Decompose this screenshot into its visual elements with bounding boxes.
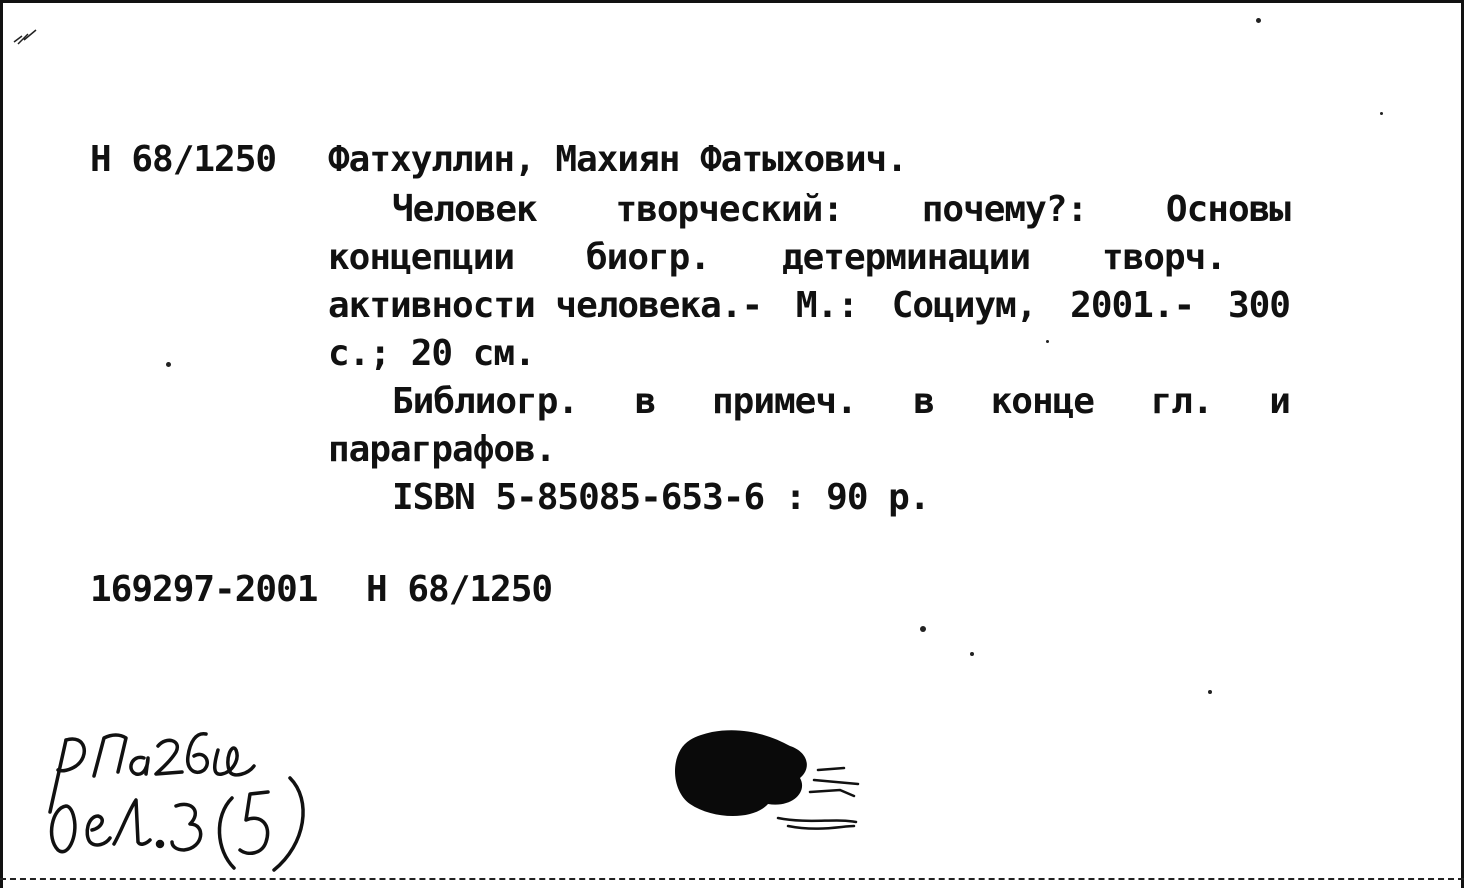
corner-scribble-mark bbox=[10, 26, 40, 48]
title-word: почему?: bbox=[921, 189, 1088, 230]
title-word: активности человека.- bbox=[328, 285, 763, 326]
card-top-edge bbox=[0, 0, 1464, 3]
handwritten-shelf-note bbox=[36, 720, 336, 880]
title-word: 2001.- bbox=[1070, 285, 1195, 326]
inventory-call-number: Н 68/1250 bbox=[366, 569, 553, 610]
call-number: Н 68/1250 bbox=[90, 139, 277, 180]
note-word: и bbox=[1269, 381, 1290, 422]
scan-speck bbox=[1208, 690, 1212, 694]
title-word: творч. bbox=[1101, 237, 1226, 278]
note-word: конце bbox=[990, 381, 1094, 422]
scan-speck bbox=[1380, 112, 1383, 115]
title-line-2 bbox=[328, 234, 1226, 282]
note-word: в bbox=[634, 381, 656, 422]
title-word: концепции bbox=[328, 237, 515, 278]
scan-speck bbox=[1046, 340, 1049, 343]
author-heading: Фатхуллин, Махиян Фатыхович. bbox=[328, 139, 907, 180]
note-word: гл. bbox=[1150, 381, 1213, 422]
title-line-3 bbox=[328, 282, 1290, 330]
title-word: Основы bbox=[1165, 189, 1290, 230]
title-word: Человек bbox=[392, 189, 537, 230]
inventory-number: 169297-2001 bbox=[90, 569, 318, 610]
isbn-line: ISBN 5-85085-653-6 : 90 р. bbox=[392, 477, 930, 518]
scan-speck bbox=[970, 652, 974, 656]
card-left-edge bbox=[0, 0, 3, 888]
title-word: детерминации bbox=[781, 237, 1031, 278]
note-tail: параграфов. bbox=[328, 429, 556, 470]
title-word: М.: bbox=[795, 285, 858, 326]
library-stamp-blot bbox=[668, 722, 868, 842]
scan-speck bbox=[166, 362, 171, 367]
title-word: творческий: bbox=[615, 189, 843, 230]
title-line-1 bbox=[392, 186, 1290, 234]
note-word: в bbox=[913, 381, 934, 422]
scan-speck bbox=[920, 626, 926, 632]
scan-speck bbox=[1256, 18, 1261, 23]
note-word: Библиогр. bbox=[392, 381, 579, 422]
note-word: примеч. bbox=[711, 381, 857, 422]
title-word: биогр. bbox=[585, 237, 711, 278]
title-word: 300 bbox=[1227, 285, 1290, 326]
physical-description: с.; 20 см. bbox=[328, 333, 535, 374]
note-line-1 bbox=[392, 378, 1290, 426]
title-word: Социум, bbox=[891, 285, 1037, 326]
